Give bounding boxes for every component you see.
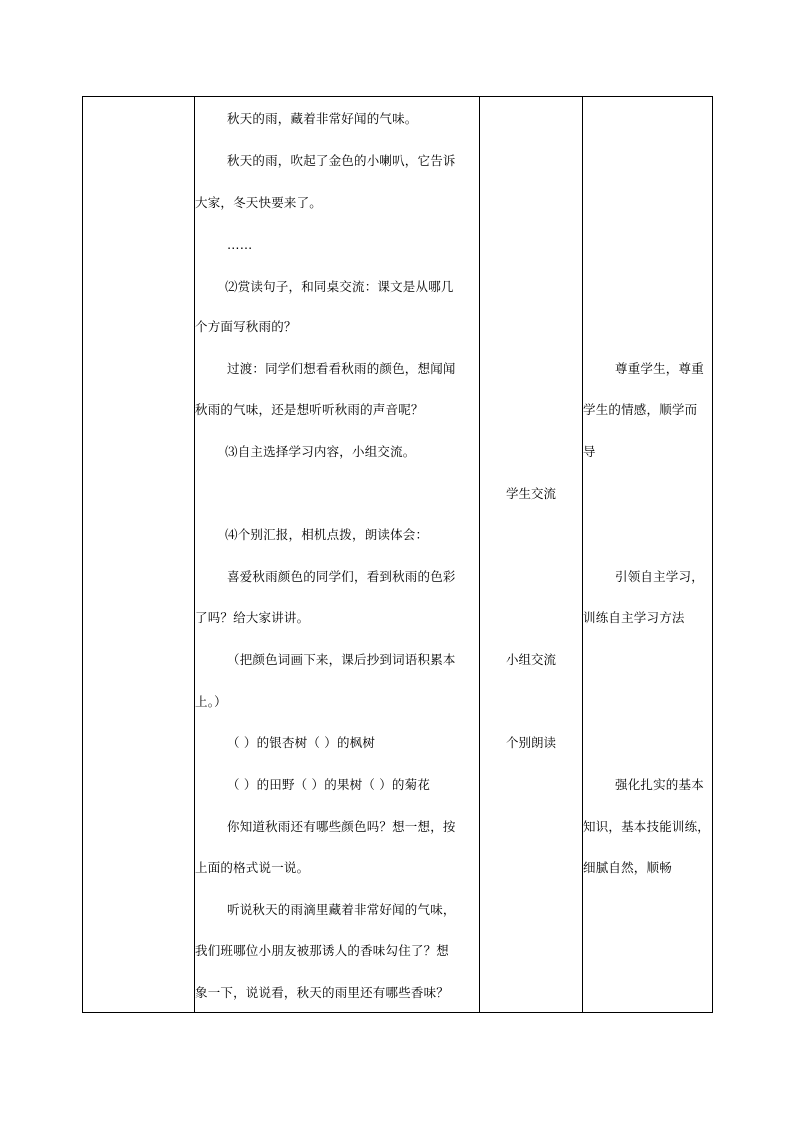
content-line: 上面的格式说一说。: [195, 860, 310, 875]
content-line: 听说秋天的雨滴里藏着非常好闻的气味，: [227, 902, 456, 917]
content-line: 象一下，说说看，秋天的雨里还有哪些香味？: [195, 985, 450, 1000]
intent-line: 尊重学生，尊重: [615, 361, 704, 376]
intent-line: 强化扎实的基本: [615, 777, 704, 792]
intent-line: 导: [583, 444, 596, 459]
intent-line: 引领自主学习，: [615, 569, 704, 584]
content-line: （ ）的田野（ ）的果树（ ）的菊花: [227, 777, 431, 792]
content-line: 喜爱秋雨颜色的同学们，看到秋雨的色彩: [227, 569, 456, 584]
content-line: 过渡：同学们想看看秋雨的颜色，想闻闻: [227, 361, 456, 376]
content-line: ⑷个别汇报，相机点拨，朗读体会：: [225, 527, 429, 542]
content-line: （ ）的银杏树（ ）的枫树: [227, 735, 376, 750]
design-intent-cell: [583, 97, 713, 1013]
content-line: （把颜色词画下来，课后抄到词语积累本: [227, 652, 456, 667]
table-row: [83, 97, 713, 1013]
activity-label: 学生交流: [505, 486, 556, 501]
activity-label: 个别朗读: [505, 735, 556, 750]
content-line: 个方面写秋雨的？: [195, 319, 297, 334]
student-activity-cell: [480, 97, 583, 1013]
content-line: 秋雨的气味，还是想听听秋雨的声音呢？: [195, 402, 424, 417]
content-line: ⑶自主选择学习内容，小组交流。: [225, 444, 416, 459]
intent-line: 学生的情感，顺学而: [583, 402, 698, 417]
content-line: 我们班哪位小朋友被那诱人的香味勾住了？想: [195, 943, 450, 958]
content-line: 大家，冬天快要来了。: [195, 195, 323, 210]
teaching-content-cell: [195, 97, 480, 1013]
intent-line: 知识，基本技能训练，: [583, 819, 711, 834]
content-line: 了吗？给大家讲讲。: [195, 610, 310, 625]
lesson-plan-table: [82, 96, 713, 1013]
content-line: ⑵赏读句子，和同桌交流：课文是从哪几: [225, 279, 454, 294]
content-line: 秋天的雨，吹起了金色的小喇叭，它告诉: [227, 153, 456, 168]
content-line: 上。）: [195, 694, 227, 709]
activity-label: 小组交流: [505, 652, 556, 667]
content-line: 秋天的雨，藏着非常好闻的气味。: [227, 111, 418, 126]
intent-line: 训练自主学习方法: [583, 610, 685, 625]
intent-line: 细腻自然，顺畅: [583, 860, 672, 875]
empty-cell: [83, 97, 195, 1013]
content-line: 你知道秋雨还有哪些颜色吗？想一想，按: [227, 819, 456, 834]
content-line: ……: [227, 237, 253, 252]
